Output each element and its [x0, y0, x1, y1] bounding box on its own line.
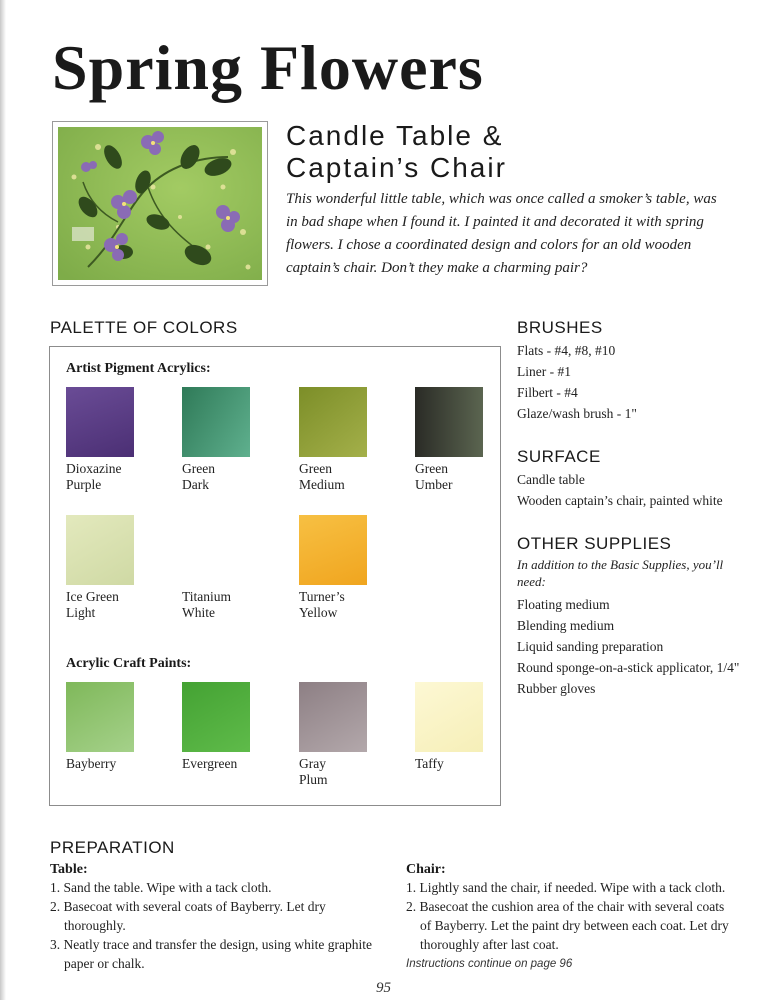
- color-swatch-gray-plum: [299, 682, 367, 752]
- color-swatch-dioxazine-purple: [66, 387, 134, 457]
- prep-step: 2. Basecoat the cushion area of the chair with several coats of Bayberry. Let the paint dry between each coat. Let dry thoroughly after last coat.: [406, 899, 729, 952]
- color-swatch-green-dark: [182, 387, 250, 457]
- swatch-item: [415, 387, 483, 493]
- list-item: Round sponge-on-a-stick applicator, 1/4": [517, 660, 740, 675]
- other-supplies-heading: OTHER SUPPLIES: [517, 534, 672, 553]
- page-binding-edge: [0, 0, 6, 1000]
- prep-step: 2. Basecoat with several coats of Bayberry. Let dry thoroughly.: [50, 899, 326, 933]
- chair-prep-section: [406, 862, 736, 954]
- swatch-label: Evergreen: [182, 756, 238, 771]
- color-swatch-ice-green-light: [66, 515, 134, 585]
- swatch-item: [66, 682, 134, 772]
- list-item: Liner - #1: [517, 364, 571, 379]
- prep-step: 3. Neatly trace and transfer the design, using white graphite paper or chalk.: [50, 937, 373, 971]
- color-swatch-green-medium: [299, 387, 367, 457]
- intro-paragraph: This wonderful little table, which was once called a smoker’s table, was in bad shape when I found it. I painted it and decorated it with spring flowers. I chose a coordinated design and colors for an old wooden captain’s chair. Don’t they make a charming pair?: [286, 191, 717, 276]
- subtitle-line-1: Candle Table &: [286, 120, 504, 151]
- color-swatch-turners-yellow: [299, 515, 367, 585]
- color-swatch-taffy: [415, 682, 483, 752]
- list-item: Candle table: [517, 472, 585, 487]
- list-item: Blending medium: [517, 618, 615, 633]
- swatch-item: [299, 387, 367, 493]
- list-item: Rubber gloves: [517, 681, 596, 696]
- table-prep-label: Table:: [50, 862, 88, 877]
- page-title: Spring Flowers: [52, 32, 484, 103]
- brushes-heading: BRUSHES: [517, 318, 603, 337]
- swatch-item: [299, 515, 367, 621]
- preparation-heading: PREPARATION: [50, 838, 175, 857]
- swatch-label: Titanium White: [182, 589, 232, 620]
- swatch-item: [66, 387, 134, 493]
- supplies-note: In addition to the Basic Supplies, you’ll need:: [517, 557, 724, 589]
- color-swatch-titanium-white: [182, 515, 250, 585]
- other-supplies-section: [517, 534, 747, 699]
- swatch-label: Green Medium: [299, 461, 345, 492]
- continue-note: Instructions continue on page 96: [406, 958, 573, 970]
- swatch-item: [182, 387, 250, 493]
- swatch-label: Turner’s Yellow: [299, 589, 345, 620]
- swatch-item: [299, 682, 367, 788]
- list-item: Wooden captain’s chair, painted white: [517, 493, 723, 508]
- swatch-label: Gray Plum: [299, 756, 328, 787]
- project-photo: [52, 121, 268, 286]
- swatch-label: Bayberry: [66, 756, 117, 771]
- swatch-label: Green Dark: [182, 461, 215, 492]
- palette-heading: PALETTE OF COLORS: [50, 318, 238, 337]
- artist-pigment-label: Artist Pigment Acrylics:: [66, 361, 211, 376]
- project-subtitle: [286, 120, 507, 184]
- acrylic-craft-label: Acrylic Craft Paints:: [66, 656, 192, 671]
- swatch-label: Green Umber: [415, 461, 453, 492]
- surface-heading: SURFACE: [517, 447, 601, 466]
- surface-section: [517, 447, 757, 511]
- list-item: Liquid sanding preparation: [517, 639, 664, 654]
- swatch-label: Taffy: [415, 756, 444, 771]
- swatch-label: Dioxazine Purple: [66, 461, 122, 492]
- brushes-section: [517, 318, 757, 424]
- color-swatch-bayberry: [66, 682, 134, 752]
- swatch-item: [66, 515, 134, 621]
- list-item: Floating medium: [517, 597, 610, 612]
- color-swatch-green-umber: [415, 387, 483, 457]
- chair-prep-label: Chair:: [406, 862, 446, 877]
- list-item: Glaze/wash brush - 1": [517, 406, 637, 421]
- list-item: Flats - #4, #8, #10: [517, 343, 616, 358]
- swatch-item: [415, 682, 483, 772]
- subtitle-line-2: Captain’s Chair: [286, 152, 507, 183]
- color-swatch-evergreen: [182, 682, 250, 752]
- swatch-label: Ice Green Light: [66, 589, 119, 620]
- prep-step: 1. Sand the table. Wipe with a tack cloth.: [50, 880, 272, 895]
- list-item: Filbert - #4: [517, 385, 578, 400]
- table-prep-section: [50, 862, 380, 973]
- violet-painting-image: [58, 127, 262, 280]
- swatch-item: [182, 515, 250, 621]
- swatch-item: [182, 682, 250, 772]
- palette-box: [49, 346, 501, 806]
- prep-step: 1. Lightly sand the chair, if needed. Wipe with a tack cloth.: [406, 880, 726, 895]
- page-number: 95: [376, 980, 391, 996]
